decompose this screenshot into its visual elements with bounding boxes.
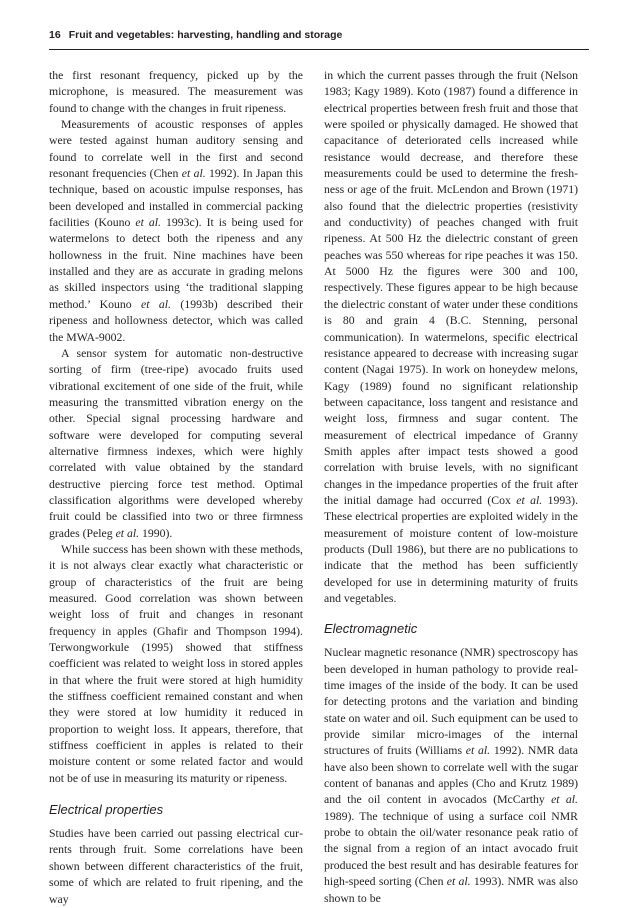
left-paragraph-3: A sensor system for automatic non-destructive sorting of firm (tree-ripe) avocado fruits used vibrational excitement of one side of the fruit, while measuring the transmitted vibration energy on the other. Special signal processing hardware and software were developed for computing several alternative firmness indexes, which were highly correlated with value obtained by the standard destructive piercing force test method. Optimal classification algorithms were developed whereby fruit could be classified into two or three firmness grades (Peleg et al. 1990). (49, 346, 303, 540)
running-title: Fruit and vegetables: harvesting, handling and storage (68, 29, 343, 41)
left-column (49, 68, 303, 908)
right-paragraph-2: Nuclear magnetic resonance (NMR) spectroscopy has been developed in human pathology to provide real-time images of the inside of the body. It can be used for detecting protons and the variation and binding state on water and oil. Such equipment can be used to provide similar micro-images of the internal structures of fruits (Williams et al. 1992). NMR data have also been shown to correlate well with the sugar content of bananas and apples (Cho and Krutz 1989) and the oil content in avocados (McCarthy et al. 1989). The technique of using a surface coil NMR probe to obtain the oil/water resonance peak ratio of the signal from a region of an intact avocado fruit produced the best result and has desirable features for high-speed sorting (Chen et al. 1993). NMR was also shown to be (324, 646, 578, 905)
right-paragraph-1: in which the current passes through the fruit (Nelson 1983; Kagy 1989). Koto (1987) found a difference in electrical properties between fresh fruit and those that were spoiled or physically damaged. He showed that capacitance of deteriorated cells increased while resistance would decrease, and therefore these measurements could be used to determine the freshness or age of the fruit. McLendon and Brown (1971) also found that the dielectric properties (resistivity and conductivity) of peaches changed with fruit ripeness. At 500 Hz the dielectric constant of green peaches was 550 whereas for ripe peaches it was 150. At 5000 Hz the figures were 300 and 100, respectively. These figures appear to be high because the dielectric constant of water under these conditions is 80 and grain 4 (B.C. Stenning, personal communication). In watermelons, specific electrical resistance appeared to decrease with increasing sugar content (Nagai 1975). In work on honeydew melons, Kagy (1989) found no significant relationship between capacitance, loss tangent and resistance and weight loss, firmness and sugar content. The measurement of electrical impedance of Granny Smith apples after impact tests showed a good correlation with bruise levels, with no significant changes in the impedance properties of the fruit after the initial damage had occurred (Cox et al. 1993). These electrical properties are exploited widely in the measurement of moisture content of low-moisture products (Dull 1986), but there are no publications to indicate that the method has been sufficiently developed for use in determining maturity of fruits and vegetables. (324, 69, 579, 605)
left-paragraph-4: While success has been shown with these methods, it is not always clear exactly what characteristic or group of characteristics of the fruit are being measured. Good correlation was shown between weight loss of fruit and changes in resonant frequency in apples (Ghafir and Thompson 1994). Terwongworkule (1995) showed that stiffness coefficient was related to weight loss in stored apples in that where the fruit were stored at high humidity the stiffness coefficient remained constant and when they were stored at low humidity it reduced in proportion to weight loss. It appears, therefore, that stiffness coefficient in apples is related to their moisture content or some related factor and would not be of use in measuring its maturity or ripeness. (49, 542, 303, 785)
left-paragraph-5: Studies have been carried out passing electrical currents through fruit. Some correlations have been shown between different characteristics of the fruit, some of which are related to fruit ripening, and the way (49, 827, 303, 906)
page-number: 16 (49, 29, 61, 41)
left-paragraph-2: Measurements of acoustic responses of apples were tested against human auditory sensing and found to correlate well in the first and second resonant frequencies (Chen et al. 1992). In Japan this technique, based on acoustic impulse responses, has been developed and installed in commercial packing facilities (Kouno et al. 1993c). It is being used for watermelons to detect both the ripeness and any hollowness in the fruit. Nine machines have been installed and they are as accurate in grading melons as skilled inspectors using ‘the traditional slapping method.’ Kouno et al. (1993b) described their ripeness and hollowness detector, which was called the MWA-9002. (49, 118, 304, 344)
left-paragraph-1: the first resonant frequency, picked up by the microphone, is measured. The measurement was found to change with the changes in fruit ripeness. (49, 69, 303, 115)
header-rule (49, 49, 589, 50)
section-heading-electromagnetic: Electromagnetic (324, 621, 418, 637)
right-column (324, 68, 578, 907)
section-heading-electrical-properties: Electrical properties (49, 802, 164, 818)
running-header (49, 29, 589, 41)
